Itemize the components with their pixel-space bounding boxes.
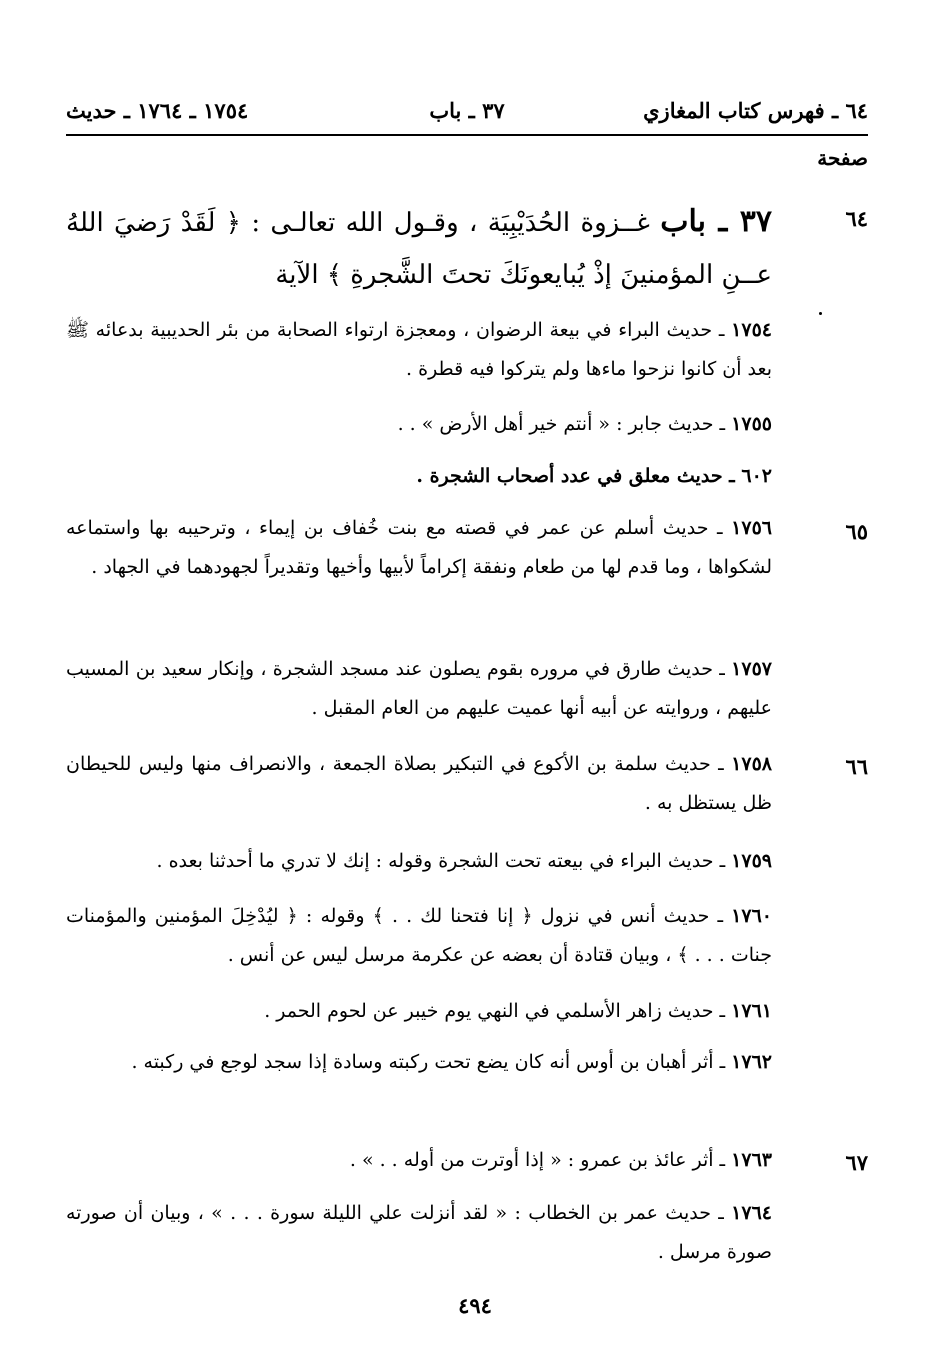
- margin-dot: [819, 312, 822, 315]
- page-number-65: ٦٥: [845, 519, 868, 544]
- entry-number: ١٧٦٢: [731, 1051, 772, 1073]
- entry-number: ١٧٦٣: [731, 1149, 772, 1171]
- entry-text: ـ حديث البراء في بيعته تحت الشجرة وقوله : إنك لا تدري ما أحدثنا بعده .: [156, 850, 732, 872]
- entry-text: ـ أثر عائذ بن عمرو : « إذا أوترت من أوله . . » .: [349, 1149, 732, 1171]
- entry-text: ـ حديث البراء في بيعة الرضوان ، ومعجزة ارتواء الصحابة من بئر الحديبية بدعائه ﷺ بعد أن كانوا نزحوا ماءها ولم يتركوا فيه قطرة .: [66, 319, 772, 380]
- entry-number: ١٧٦٠: [731, 905, 772, 927]
- chapter-text: غــزوة الحُدَيْبِيَة ، وقـول الله تعالـى : ﴿ لَقَدْ رَضيَ اللهُ عــنِ المؤمنينَ إذْ يُبايعونَكَ تحتَ الشَّجرةِ ﴾ الآية: [66, 208, 772, 290]
- footer-page-number: ٤٩٤: [458, 1293, 492, 1318]
- header-book-title: ٦٤ ـ فهرس كتاب المغازي: [643, 98, 868, 123]
- entry-number: ١٧٥٥: [731, 413, 772, 435]
- running-header: [66, 98, 868, 136]
- entry-1764: [66, 1194, 772, 1272]
- entry-number: ٦٠٢: [741, 465, 772, 487]
- entry-number: ١٧٥٨: [731, 753, 772, 775]
- entry-1761: [66, 992, 772, 1031]
- entry-text: ـ حديث أسلم عن عمر في قصته مع بنت خُفاف بن إيماء ، وترحيبه بها واستماعه لشكواها ، وما قدم لها من طعام ونفقة إكراماً لأبيها وأخيها وتقديراً لجهودهما في الجهاد .: [66, 517, 772, 578]
- entry-number: ١٧٦٤: [731, 1202, 772, 1224]
- entry-number: ١٧٥٤: [731, 319, 772, 341]
- page-column-label: صفحة: [817, 146, 868, 170]
- entry-1758: [66, 745, 772, 823]
- entry-1755: [66, 405, 772, 444]
- chapter-title: [66, 196, 772, 301]
- page-number-66: ٦٦: [845, 754, 868, 779]
- entry-1763: [66, 1141, 772, 1180]
- entry-text: ـ حديث أنس في نزول ﴿ إنا فتحنا لك . . ﴾ وقوله : ﴿ ليُدْخِلَ المؤمنين والمؤمنات جنات . . . ﴾ ، وبيان قتادة أن بعضه عن عكرمة مرسل ليس عن أنس .: [66, 905, 772, 966]
- entry-number: ١٧٦١: [731, 1000, 772, 1022]
- title-page-number: ٦٤: [845, 206, 868, 231]
- entry-text: ـ حديث جابر : « أنتم خير أهل الأرض » . .: [397, 413, 732, 435]
- entry-number: ١٧٥٧: [731, 658, 772, 680]
- entry-1756: [66, 509, 772, 587]
- entry-text: ـ حديث عمر بن الخطاب : « لقد أنزلت علي الليلة سورة . . . » ، وبيان أن صورته صورة مرسل .: [66, 1202, 772, 1263]
- chapter-number: ٣٧ ـ باب: [660, 204, 773, 239]
- entry-text: ـ أثر أهبان بن أوس أنه كان يضع تحت ركبته وسادة إذا سجد لوجع في ركبته .: [131, 1051, 732, 1073]
- entry-1757: [66, 650, 772, 728]
- entry-1760: [66, 897, 772, 975]
- entry-1754: [66, 311, 772, 389]
- entry-text: ـ حديث سلمة بن الأكوع في التبكير بصلاة الجمعة ، والانصراف منها وليس للحيطان ظل يستظل به .: [66, 753, 772, 814]
- page-number-67: ٦٧: [845, 1150, 868, 1175]
- entry-602: [66, 457, 772, 496]
- entry-1759: [66, 842, 772, 881]
- entry-1762: [66, 1043, 772, 1082]
- header-hadith-range: ١٧٥٤ ـ ١٧٦٤ ـ حديث: [66, 98, 249, 123]
- entry-text: ـ حديث معلق في عدد أصحاب الشجرة .: [416, 465, 742, 487]
- header-chapter: ٣٧ ـ باب: [429, 98, 505, 123]
- entry-number: ١٧٥٦: [731, 517, 772, 539]
- entry-text: ـ حديث طارق في مروره بقوم يصلون عند مسجد الشجرة ، وإنكار سعيد بن المسيب عليهم ، وروايته عن أبيه أنها عميت عليهم من العام المقبل .: [66, 658, 772, 719]
- entry-number: ١٧٥٩: [731, 850, 772, 872]
- entry-text: ـ حديث زاهر الأسلمي في النهي يوم خيبر عن لحوم الحمر .: [264, 1000, 732, 1022]
